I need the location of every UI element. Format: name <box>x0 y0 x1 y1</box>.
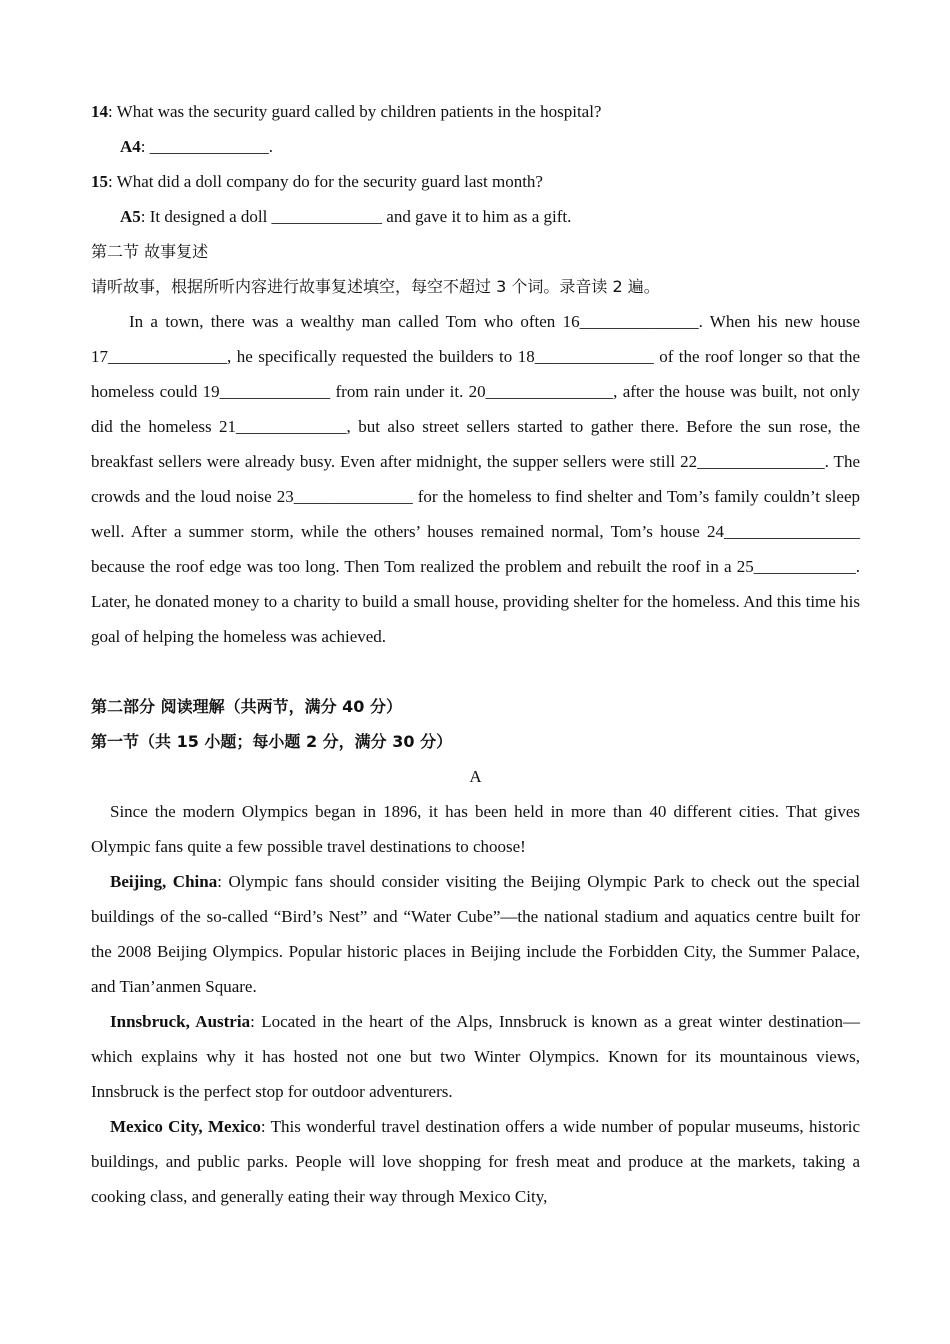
passage-intro: Since the modern Olympics began in 1896, it has been held in more than 40 different cities. That gives Olympic fans quite a few possible travel destinations to choose! <box>91 802 860 856</box>
answer-a4 <box>91 129 860 164</box>
city-name: Innsbruck, Austria <box>110 1012 251 1031</box>
question-15 <box>91 164 860 199</box>
story-paragraph: In a town, there was a wealthy man called Tom who often 16______________. When his new house 17______________, he specifically requested the builders to 18______________ of the roof longer so that the homeless could 19_____________ from rain under it. 20_______________, after the house was built, not only did the homeless 21_____________, but also street sellers started to gather there. Before the sun rose, the breakfast sellers were already busy. Even after midnight, the supper sellers were still 22_______________. The crowds and the loud noise 23______________ for the homeless to find shelter and Tom’s family couldn’t sleep well. After a summer storm, while the others’ houses remained normal, Tom’s house 24________________ because the roof edge was too long. Then Tom realized the problem and rebuilt the roof in a 25____________. Later, he donated money to a charity to build a small house, providing shelter for the homeless. And this time his goal of helping the homeless was achieved. <box>91 312 860 646</box>
answer-text: : ______________. <box>140 137 274 156</box>
city-name: Mexico City, Mexico <box>110 1117 261 1136</box>
section-title: 第二节 故事复述 <box>91 242 209 261</box>
answer-label: A5 <box>120 207 141 226</box>
question-number: 15 <box>91 172 108 191</box>
answer-a5 <box>91 199 860 234</box>
city-text: : Located in the heart of the Alps, Innsbruck is known as a great winter destination—which explains why it has hosted not one but two Winter Olympics. Known for its mountainous views, Innsbruck is the perfect stop for outdoor adventurers. <box>91 1012 860 1101</box>
city-text: : This wonderful travel destination offers a wide number of popular museums, historic buildings, and public parks. People will love shopping for fresh meat and produce at the markets, taking a cooking class, and generally eating their way through Mexico City, <box>91 1117 861 1206</box>
question-text: : What did a doll company do for the security guard last month? <box>108 172 543 191</box>
question-number: 14 <box>91 102 108 121</box>
city-paragraph-beijing <box>91 864 860 1004</box>
question-text: : What was the security guard called by children patients in the hospital? <box>108 102 602 121</box>
question-14 <box>91 94 860 129</box>
answer-label: A4 <box>120 137 141 156</box>
city-text: : Olympic fans should consider visiting the Beijing Olympic Park to check out the special buildings of the so-called “Bird’s Nest” and “Water Cube”—the national stadium and aquatics centre built for the 2008 Beijing Olympics. Popular historic places in Beijing include the Forbidden City, the Summer Palace, and Tian’anmen Square. <box>91 872 861 996</box>
city-paragraph-innsbruck <box>91 1004 860 1109</box>
section-instruction: 请听故事，根据所听内容进行故事复述填空，每空不超过 3 个词。录音读 2 遍。 <box>91 277 660 296</box>
answer-text: : It designed a doll _____________ and gave it to him as a gift. <box>140 207 572 226</box>
city-paragraph-mexico <box>91 1109 860 1214</box>
subsection-title: 第一节（共 15 小题；每小题 2 分，满分 30 分） <box>91 732 453 751</box>
city-name: Beijing, China <box>110 872 218 891</box>
document-page <box>91 94 860 1214</box>
passage-letter: A <box>469 767 482 786</box>
part-title: 第二部分 阅读理解（共两节，满分 40 分） <box>91 697 402 716</box>
